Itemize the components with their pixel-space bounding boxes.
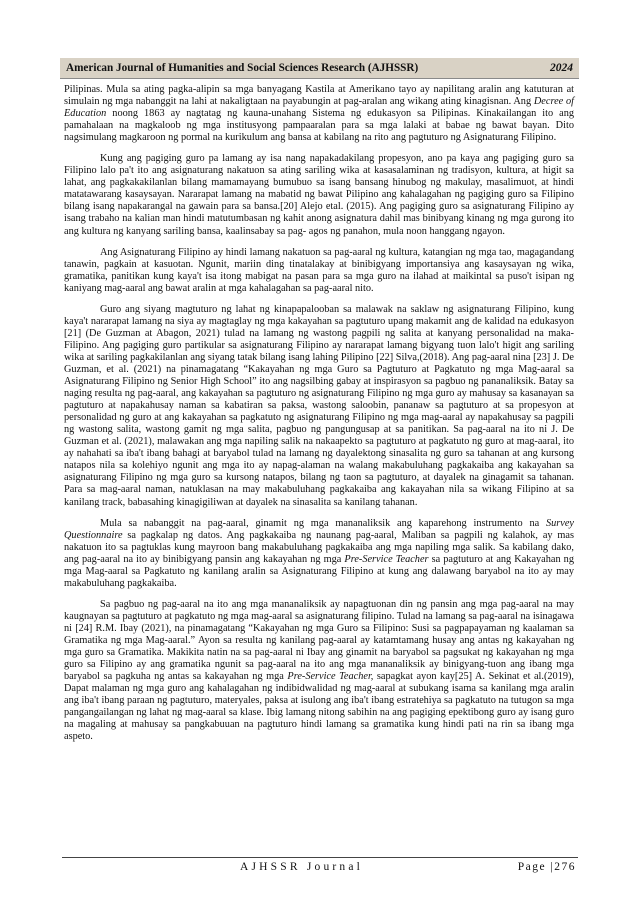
paragraph — [64, 153, 574, 237]
text-run: sa pagtuturo at ang Kakayahan ng mga Mag-aaral sa Pagkatuto ng kanilang aralin sa Asignaturang Filipino at kung ang dalawang baryabol na ito ay may makabuluhang pagkakaiba. — [64, 553, 574, 589]
text-run: Mula sa nabanggit na pag-aaral, ginamit ng mga mananaliksik ang kaparehong instrumento na — [100, 517, 546, 529]
publication-year: 2024 — [550, 62, 573, 74]
paragraph — [64, 518, 574, 590]
running-footer — [240, 861, 576, 873]
italic-term: Decree of Education — [64, 96, 574, 120]
italic-term: Pre-Service Teacher — [344, 553, 429, 565]
text-run: noong 1863 ay nagtatag ng kauna-unahang Sistema ng edukasyon sa Pilipinas. Kinakailangan ito ang pamahalaan na magkaloob ng mga institusyong pampaaralan para sa mga lalaki at babae ng bawat bayan. Dito nagsimulang magkaroon ng pormal na kurikulum ang bansa at kabilang na rito ang pagtuturo ng Asignaturang Filipino. — [64, 108, 574, 144]
italic-term: Survey Questionnaire — [64, 517, 574, 541]
footer-divider — [62, 857, 578, 858]
text-run: Pilipinas. Mula sa ating pagka-alipin sa mga banyagang Kastila at Amerikano tayo ay napilitang aralin ang katuturan at simulain ng mga nabanggit na lahi at nakaligtaan na payabungin at pag-aralan ang wikang ating kinagisnan. Ang — [64, 84, 574, 108]
italic-term: Pre-Service Teacher, — [287, 671, 374, 683]
text-run: Guro ang siyang magtuturo ng lahat ng kinapapalooban sa malawak na saklaw ng asignaturang Filipino, kung kaya't nararapat lamang na siya ay magtaglay ng mga kakayahan sa pagtuturo upang makamit ang de kalidad na edukasyon [21] (De Guzman at Abagon, 2021) tulad na lamang ng wastong pagpili ng salita at kanyang personalidad na maka-Filipino. Ang pagiging guro partikular sa asignaturang Filipino ay nararapat lamang bigyang tuon lalo't higit ang sariling wika at sariling pagkakilanlan ang siyang tatak bilang isang lahing Pilipino [22] Silva,(2018). Ang pag-aaral nina [23] J. De Guzman, et al. (2021) na pinamagatang “Kakayahan ng mga Guro sa Pagtuturo at Pagkatuto ng mga Mag-aaral sa Asignaturang Filipino ng Senior High School” ito ang nagsilbing gabay at inspirasyon sa pagbuo ng pananaliksik. Batay sa naging resulta ng pag-aaral, ang kakayahan sa pagtuturo ng asignaturang Filipino ng mga guro ay mahusay sa kasanayan sa pagtuturo at napakahusay naman sa kabatiran sa paksa, wastong saloobin, pananaw sa pagtuturo at sa propesyon at personalidad ng guro at ang kakayahan sa pagkatuto ng asignaturang Filipino ng mga mag-aaral ay napakahusay sa pagpili ng wastong salita, wastong gamit ng mga salita, pagbuo ng pangungusap at sa panitikan. Sa pag-aaral na ito ni J. De Guzman et al. (2021), malawakan ang mga napiling salik na nakaapekto sa pagtuturo at pagkatuto ng guro at mag-aaral, ito ay nahahati sa iba't ibang bahagi at baryabol tulad na lamang ng dayalektong sinasalita ng guro sa tahanan at ang kursong natapos nila sa kolehiyo ngunit ang mga ito ay napag-alaman na walang makabuluhang pagkakaiba ang kakayahan sa asignaturang Filipino ng mga guro sa kursong natapos, bilang ng taon sa pagtuturo, at dayalek na ginagamit sa tahanan. Para sa mag-aaral naman, natuklasan na may makabuluhang pagkakaiba ang kakayahan nila sa wikang Filipino at sa kanilang track, babasahing kinagigiliwan at dayalek na sinasalita sa kanilang tahanan. — [64, 303, 574, 508]
paragraph — [64, 599, 574, 744]
journal-title: American Journal of Humanities and Social Sciences Research (AJHSSR) — [66, 62, 419, 74]
page-number: Page |276 — [517, 861, 576, 873]
paragraph — [64, 304, 574, 509]
text-run: Kung ang pagiging guro pa lamang ay isa nang napakadakilang propesyon, ano pa kaya ang pagiging guro sa Filipino lalo pa't ito ang asignaturang nakatuon sa ating sariling wika at kasasalaminan ng tradisyon, kultura, at higit sa lahat, ang pagkakakilanlan bilang mamamayang bumubuo sa isang bansang hinubog ng makulay, masalimuot, at hindi matatawarang kasaysayan. Nararapat lamang na mabatid ng bawat Pilipino ang kahalagahan ng pagiging guro sa Filipino bilang isang napakarangal na gawain para sa bansa.[20] Alejo etal. (2015). Ang pagiging guro sa asignaturang Filipino ay isang trabaho na kalian man hindi matutumbasan ng kahit anong asignatura dahil mas binibyang kinang ng mga gurong ito ang kultura ng kanyang sariling bansa, kaalinsabay sa pag- agos ng panahon, mula noon hanggang ngayon. — [64, 153, 574, 237]
footer-journal-name: AJHSSR Journal — [240, 861, 364, 873]
text-run: Ang Asignaturang Filipino ay hindi lamang nakatuon sa pag-aaral ng kultura, katangian ng mga tao, magagandang tanawin, pagkain at kasuotan. Ngunit, mariin ding tinatalakay at binibigyang importansiya ang kasaysayan ng wika, gramatika, panitikan kung kaya't isa itong mabigat na pasan para sa mga guro na ilahad at maikintal sa puso't isipan ng kaniyang mag-aaral ang bawat aralin at mga kahalagahan sa pag-aaral nito. — [64, 246, 574, 294]
paragraph — [64, 247, 574, 295]
text-run: sa pagkalap ng datos. Ang pagkakaiba ng naunang pag-aaral, Maliban sa pagpili ng kalahok, ay mas nakatuon ito sa pagtuklas kung mayroon bang makabuluhang pagkakaiba ang mga napiling mga salik. Sa kabilang dako, ang pag-aaral na ito ay binibigyang pansin ang kakayahan ng mga — [64, 529, 574, 565]
paragraph — [64, 84, 574, 144]
text-run: sapagkat ayon kay[25] A. Sekinat et al.(2019), Dapat malaman ng mga guro ang kahalagahan ng indibidwalidad ng mag-aaral at subukang isama sa kanilang mga aralin ang iba't ibang paraan ng pagtuturo, materyales, paksa at isulong ang iba't ibang estratehiya sa pagkatuto na tutugon sa mga pangangailangan ng lahat ng mag-aaral sa klase. Ibig lamang nitong sabihin na ang pagiging epektibong guro ay isang guro na magaling at mahusay sa pangkabuuan na pagtuturo hindi lamang sa gramatika kung hindi pati na rin sa ibang mga aspeto. — [64, 671, 575, 743]
text-run: Sa pagbuo ng pag-aaral na ito ang mga mananaliksik ay napagtuonan din ng pansin ang mga pag-aaral na may kaugnayan sa pagtuturo at pagkatuto ng mga mag-aaral sa asignaturang filipino. Tulad na lamang sa pag-aaral na isinagawa ni [24] R.M. Ibay (2021), na pinamagatang “Kakayahan ng mga Guro sa Filipino: Susi sa pagpapayaman ng kaalaman sa Gramatika ng mga Mag-aaral.” Ayon sa resulta ng kanilang pag-aaral ay katamtamang husay ang antas ng kakayahan ng mga guro sa Gramatika. Makikita natin na sa pag-aaral ni Ibay ang ginamit na baryabol sa pagsukat ng kakayahan ng mga guro sa Filipino ay ang gramatika ngunit sa pag-aaral na ito ang mga mananaliksik ay binigyang-tuon ang ibang mga baryabol sa pagkuha ng antas sa kakayahan ng mga — [64, 598, 574, 683]
body-text — [64, 84, 574, 752]
running-header — [60, 58, 579, 79]
